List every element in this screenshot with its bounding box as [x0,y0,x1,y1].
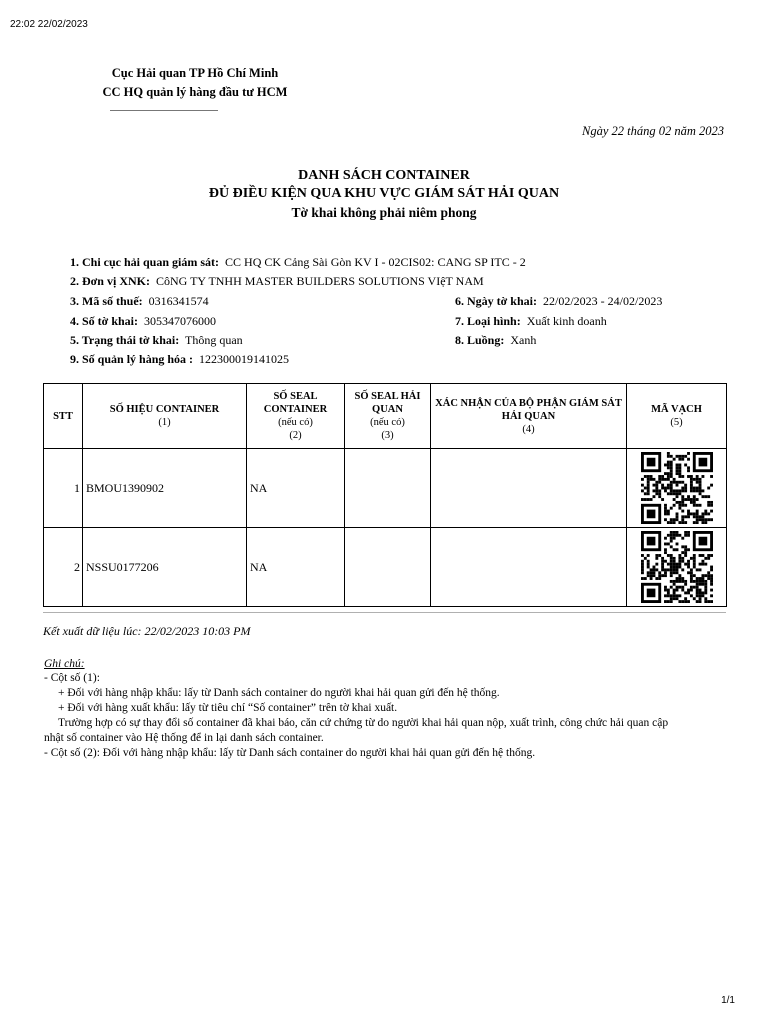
info-label: 4. Số tờ khai: [70,314,138,328]
note-container-change: Trường hợp có sự thay đổi số container đã khai báo, căn cứ chứng từ do người khai hải quan nộp, xuất trình, công chức hải quan cập [58,717,669,729]
info-declaration-type [455,314,607,329]
notes-title: Ghi chú: [44,658,85,670]
row-container-number: NSSU0177206 [83,528,247,607]
header-customs-seal: SỐ SEAL HẢI QUAN (nếu có) (3) [345,384,431,449]
table-divider [43,612,726,613]
row-confirmation [431,449,627,528]
document-title: DANH SÁCH CONTAINER [298,168,470,183]
info-value: Xuất kinh doanh [526,314,607,328]
info-supervising-office [70,255,526,270]
info-label: 5. Trạng thái tờ khai: [70,333,180,347]
note-column-2: - Cột số (2): Đối với hàng nhập khẩu: lấy từ Danh sách container do người khai hải quan gửi đến hệ thống. [44,747,536,759]
sub-agency-name: CC HQ quản lý hàng đầu tư HCM [102,85,288,99]
row-container-seal: NA [247,449,345,528]
table-header-row [44,384,727,449]
document-date: Ngày 22 tháng 02 năm 2023 [581,124,724,138]
row-customs-seal [345,528,431,607]
row-confirmation [431,528,627,607]
note-export-goods: + Đối với hàng xuất khẩu: lấy từ tiêu chí “Số container” trên tờ khai xuất. [58,702,398,714]
info-value: 305347076000 [144,314,216,328]
print-timestamp: 22:02 22/02/2023 [10,19,88,30]
document-subtitle: ĐỦ ĐIỀU KIỆN QUA KHU VỰC GIÁM SÁT HẢI QUAN [208,186,560,201]
container-table [43,383,727,607]
info-declaration-number [70,314,216,329]
row-container-seal: NA [247,528,345,607]
export-timestamp: Kết xuất dữ liệu lúc: 22/02/2023 10:03 PM [43,624,251,638]
info-label: 7. Loại hình: [455,314,521,328]
header-container-seal: SỐ SEAL CONTAINER (nếu có) (2) [247,384,345,449]
info-label: 2. Đơn vị XNK: [70,274,150,288]
row-container-number: BMOU1390902 [83,449,247,528]
note-import-goods: + Đối với hàng nhập khẩu: lấy từ Danh sách container do người khai hải quan gửi đến hệ thống. [58,687,500,699]
info-tax-code [70,294,209,309]
info-goods-management-number [70,352,289,367]
header-supervision-confirmation: XÁC NHẬN CỦA BỘ PHẬN GIÁM SÁT HẢI QUAN (4) [431,384,627,449]
agency-divider [110,110,218,111]
qr-code-icon [641,452,713,524]
info-value: 22/02/2023 - 24/02/2023 [542,294,663,308]
info-label: 8. Luồng: [455,333,505,347]
info-label: 9. Số quản lý hàng hóa : [70,352,194,366]
info-label: 6. Ngày tờ khai: [455,294,537,308]
info-value: 0316341574 [148,294,209,308]
info-value: CôNG TY TNHH MASTER BUILDERS SOLUTIONS VIệT NAM [155,274,484,288]
info-value: CC HQ CK Cảng Sài Gòn KV I - 02CIS02: CANG SP ITC - 2 [225,255,526,269]
row-stt: 1 [44,449,83,528]
table-row [44,528,727,607]
info-lane [455,333,536,348]
info-declaration-date [455,294,662,309]
row-barcode [627,528,727,607]
note-container-change-cont: nhật số container vào Hệ thống để in lại danh sách container. [44,732,324,744]
table-row [44,449,727,528]
info-value: Xanh [510,333,537,347]
document-seal-note: Tờ khai không phải niêm phong [291,205,477,220]
note-column-1: - Cột số (1): [44,672,100,684]
row-barcode [627,449,727,528]
info-label: 3. Mã số thuế: [70,294,143,308]
agency-name: Cục Hải quan TP Hồ Chí Minh [111,66,279,80]
header-stt: STT [44,384,83,449]
info-value: 122300019141025 [199,352,290,366]
row-customs-seal [345,449,431,528]
info-value: Thông quan [185,333,243,347]
qr-code-icon [641,531,713,603]
info-label: 1. Chi cục hải quan giám sát: [70,255,220,269]
header-barcode: MÃ VẠCH (5) [627,384,727,449]
row-stt: 2 [44,528,83,607]
info-company [70,274,484,289]
page-number: 1/1 [721,995,735,1006]
info-declaration-status [70,333,243,348]
header-container-number: SỐ HIỆU CONTAINER (1) [83,384,247,449]
